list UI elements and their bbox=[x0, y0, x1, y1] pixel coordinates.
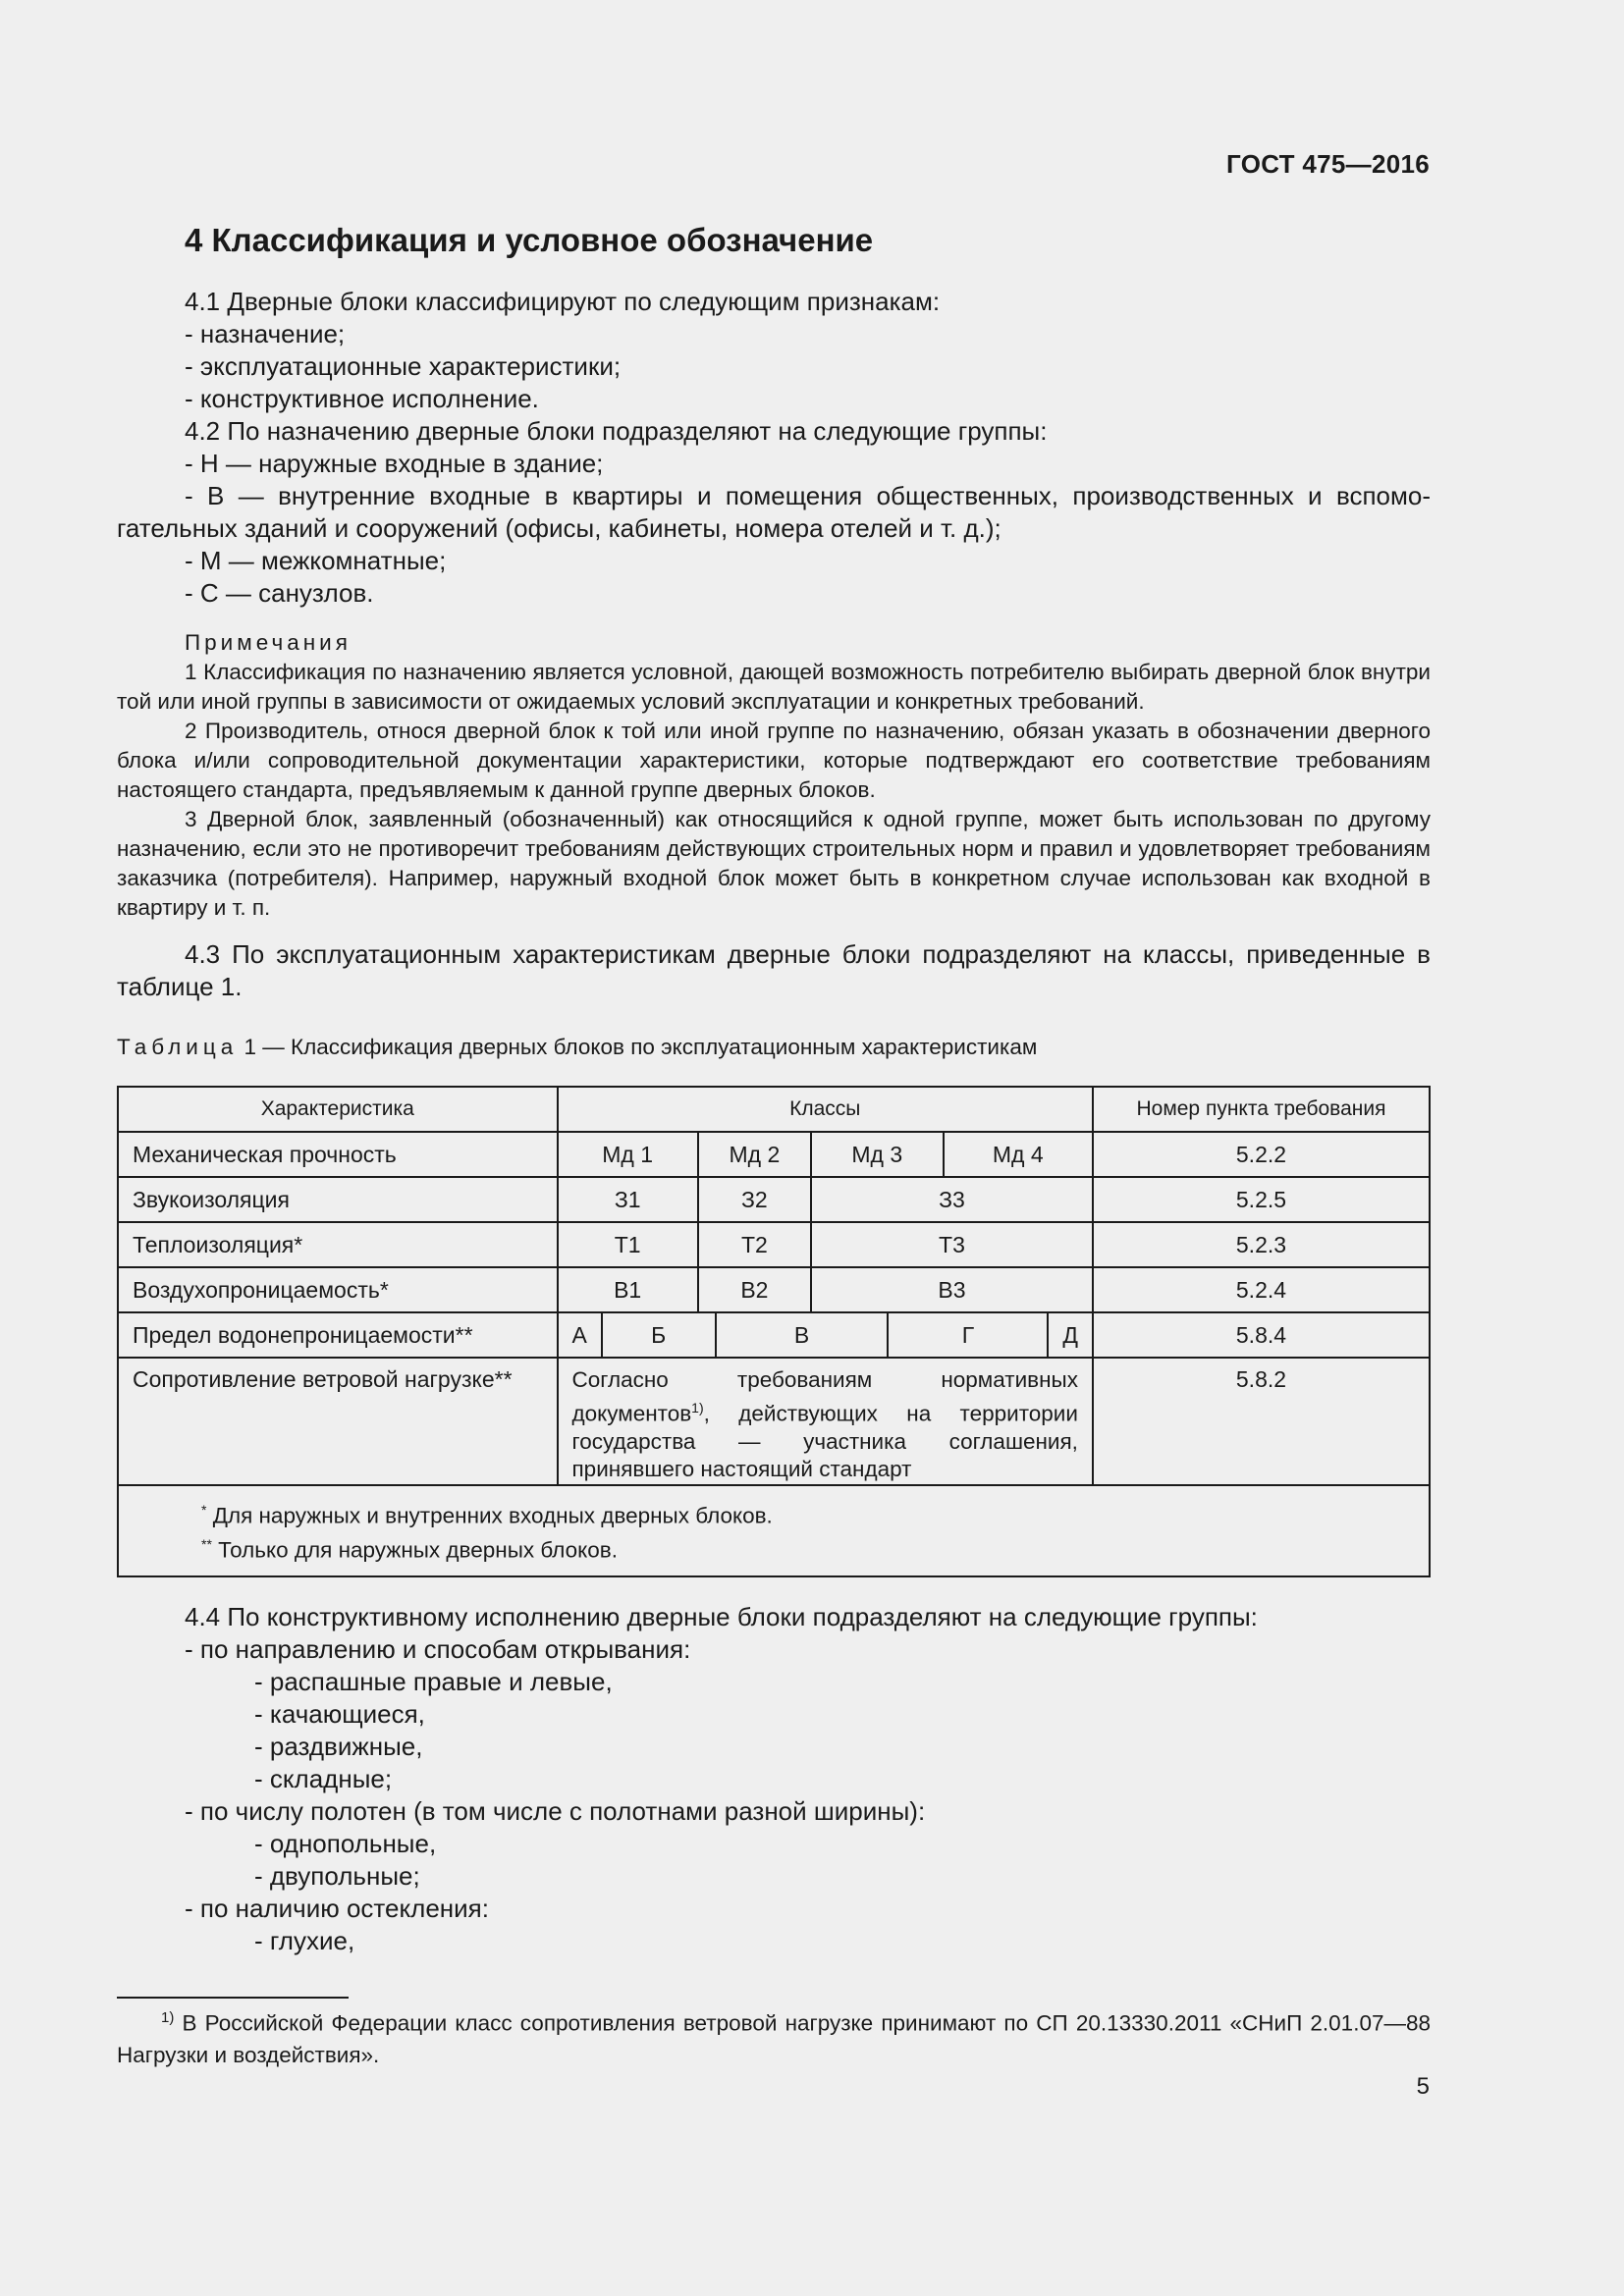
footnote-ref: 1) bbox=[691, 1400, 704, 1415]
para-4-2: 4.2 По назначению дверные блоки подразделяют на следующие группы: bbox=[185, 416, 1048, 446]
class-cell: Мд 1 bbox=[558, 1132, 698, 1177]
note-3: 3 Дверной блок, заявленный (обозначенный) как относящийся к одной группе, может быть использован по другому назначению, если это не противоречит требованиям действующих строительных норм и правил и удовлетворяет требованиям заказчика (потребителя). Например, наружный входной блок может быть в конкретном случае использован как входной в квартиру и т. п. bbox=[117, 807, 1431, 920]
class-cell: Б bbox=[602, 1312, 716, 1358]
table-caption-label: Таблица bbox=[117, 1035, 239, 1059]
para-4-3: 4.3 По эксплуатационным характеристикам дверные блоки подразделяют на классы, приведенные в таблице 1. bbox=[117, 939, 1431, 1001]
note-1: 1 Классификация по назначению является условной, дающей возможность потребителю выбирать дверной блок внутри той или иной группы в зависимости от ожидаемых условий эксплуатации и конкретных требований. bbox=[117, 660, 1431, 714]
footnote-rule bbox=[117, 1997, 349, 1999]
ref-cell: 5.2.3 bbox=[1093, 1222, 1430, 1267]
list-item: - конструктивное исполнение. bbox=[185, 384, 539, 413]
row-name: Механическая прочность bbox=[118, 1132, 558, 1177]
list-item: - В — внутренние входные в квартиры и помещения общественных, производственных и вспомо- bbox=[185, 481, 1431, 510]
class-cell: Т2 bbox=[698, 1222, 811, 1267]
table-footnote-1: * Для наружных и внутренних входных дверных блоков. bbox=[201, 1502, 773, 1528]
table-footnote-row bbox=[118, 1485, 1430, 1576]
row-name: Сопротивление ветровой нагрузке** bbox=[118, 1358, 558, 1485]
section-4-1-4-2 bbox=[117, 286, 1431, 610]
table-row bbox=[118, 1132, 1430, 1177]
list-item: - эксплуатационные характеристики; bbox=[185, 351, 622, 381]
table-caption bbox=[117, 1035, 1037, 1060]
row-name: Звукоизоляция bbox=[118, 1177, 558, 1222]
section-title: 4 Классификация и условное обозначение bbox=[185, 222, 874, 258]
header-ref: Номер пункта требования bbox=[1093, 1087, 1430, 1132]
page-footnote: $^{1)}$ В Российской Федерации класс сопротивления ветровой нагрузке принимают по СП 20.13330.2011 «СНиП 2.01.07—88 Нагрузки и воздействия». bbox=[117, 2009, 1431, 2067]
table-header-row bbox=[118, 1087, 1430, 1132]
ref-cell: 5.2.2 bbox=[1093, 1132, 1430, 1177]
footnote-mark: 1) bbox=[161, 2009, 175, 2026]
class-cell: Мд 3 bbox=[811, 1132, 944, 1177]
notes-block bbox=[117, 628, 1431, 923]
list-item-continuation: гательных зданий и сооружений (офисы, кабинеты, номера отелей и т. д.); bbox=[117, 513, 1001, 543]
ref-cell: 5.2.4 bbox=[1093, 1267, 1430, 1312]
list-item: - С — санузлов. bbox=[185, 578, 374, 608]
list-item: - по числу полотен (в том числе с полотнами разной ширины): bbox=[185, 1796, 926, 1826]
list-item: - складные; bbox=[254, 1764, 393, 1793]
class-cell: Т1 bbox=[558, 1222, 698, 1267]
table-row bbox=[118, 1222, 1430, 1267]
list-item: - Н — наружные входные в здание; bbox=[185, 449, 604, 478]
document-code: ГОСТ 475—2016 bbox=[1226, 149, 1430, 179]
row-name: Предел водонепроницаемости** bbox=[118, 1312, 558, 1358]
list-item: - М — межкомнатные; bbox=[185, 546, 447, 575]
class-cell: Г bbox=[888, 1312, 1048, 1358]
table-row bbox=[118, 1358, 1430, 1485]
table-row bbox=[118, 1177, 1430, 1222]
list-item: - однопольные, bbox=[254, 1829, 437, 1858]
class-cell: Мд 2 bbox=[698, 1132, 811, 1177]
class-cell-wind bbox=[558, 1358, 1093, 1485]
class-cell: Т3 bbox=[811, 1222, 1093, 1267]
table-row bbox=[118, 1312, 1430, 1358]
note-2: 2 Производитель, относя дверной блок к той или иной группе по назначению, обязан указать в обозначении дверного блока и/или сопроводительной документации характеристики, которые подтверждают его соответствие требованиям настоящего стандарта, предъявляемым к данной группе дверных блоков. bbox=[117, 719, 1431, 802]
ref-cell: 5.2.5 bbox=[1093, 1177, 1430, 1222]
table-footnotes bbox=[118, 1485, 1430, 1576]
class-cell: Мд 4 bbox=[944, 1132, 1093, 1177]
list-item: - по направлению и способам открывания: bbox=[185, 1634, 691, 1664]
list-item: - по наличию остекления: bbox=[185, 1894, 489, 1923]
class-cell: З1 bbox=[558, 1177, 698, 1222]
list-item: - качающиеся, bbox=[254, 1699, 425, 1729]
notes-title: Примечания bbox=[185, 630, 352, 655]
page-number: 5 bbox=[1416, 2073, 1430, 2100]
section-4-3 bbox=[117, 938, 1431, 1003]
list-item: - назначение; bbox=[185, 319, 346, 348]
table-row bbox=[118, 1267, 1430, 1312]
ref-cell: 5.8.2 bbox=[1093, 1358, 1430, 1485]
list-item: - распашные правые и левые, bbox=[254, 1667, 613, 1696]
class-cell: В1 bbox=[558, 1267, 698, 1312]
class-cell: В2 bbox=[698, 1267, 811, 1312]
wind-text: Согласно требованиям нормативных документов$^{1)}$, действующих на территории государства — участника соглашения, принявшего настоящий стандарт bbox=[571, 1367, 1078, 1481]
table-footnote-2: ** Только для наружных дверных блоков. bbox=[201, 1535, 618, 1562]
class-cell: Д bbox=[1048, 1312, 1093, 1358]
section-4-4 bbox=[117, 1601, 1431, 1957]
row-name: Воздухопроницаемость* bbox=[118, 1267, 558, 1312]
para-4-4: 4.4 По конструктивному исполнению дверные блоки подразделяют на следующие группы: bbox=[185, 1602, 1258, 1631]
class-cell: З3 bbox=[811, 1177, 1093, 1222]
class-cell: З2 bbox=[698, 1177, 811, 1222]
class-cell: В3 bbox=[811, 1267, 1093, 1312]
list-item: - раздвижные, bbox=[254, 1732, 423, 1761]
list-item: - глухие, bbox=[254, 1926, 355, 1955]
ref-cell: 5.8.4 bbox=[1093, 1312, 1430, 1358]
header-characteristic: Характеристика bbox=[118, 1087, 558, 1132]
list-item: - двупольные; bbox=[254, 1861, 420, 1891]
class-cell: А bbox=[558, 1312, 602, 1358]
row-name: Теплоизоляция* bbox=[118, 1222, 558, 1267]
class-cell: В bbox=[716, 1312, 889, 1358]
classification-table bbox=[117, 1086, 1431, 1577]
para-4-1: 4.1 Дверные блоки классифицируют по следующим признакам: bbox=[185, 287, 941, 316]
header-classes: Классы bbox=[558, 1087, 1093, 1132]
table-caption-text: 1 — Классификация дверных блоков по эксплуатационным характеристикам bbox=[244, 1035, 1038, 1059]
